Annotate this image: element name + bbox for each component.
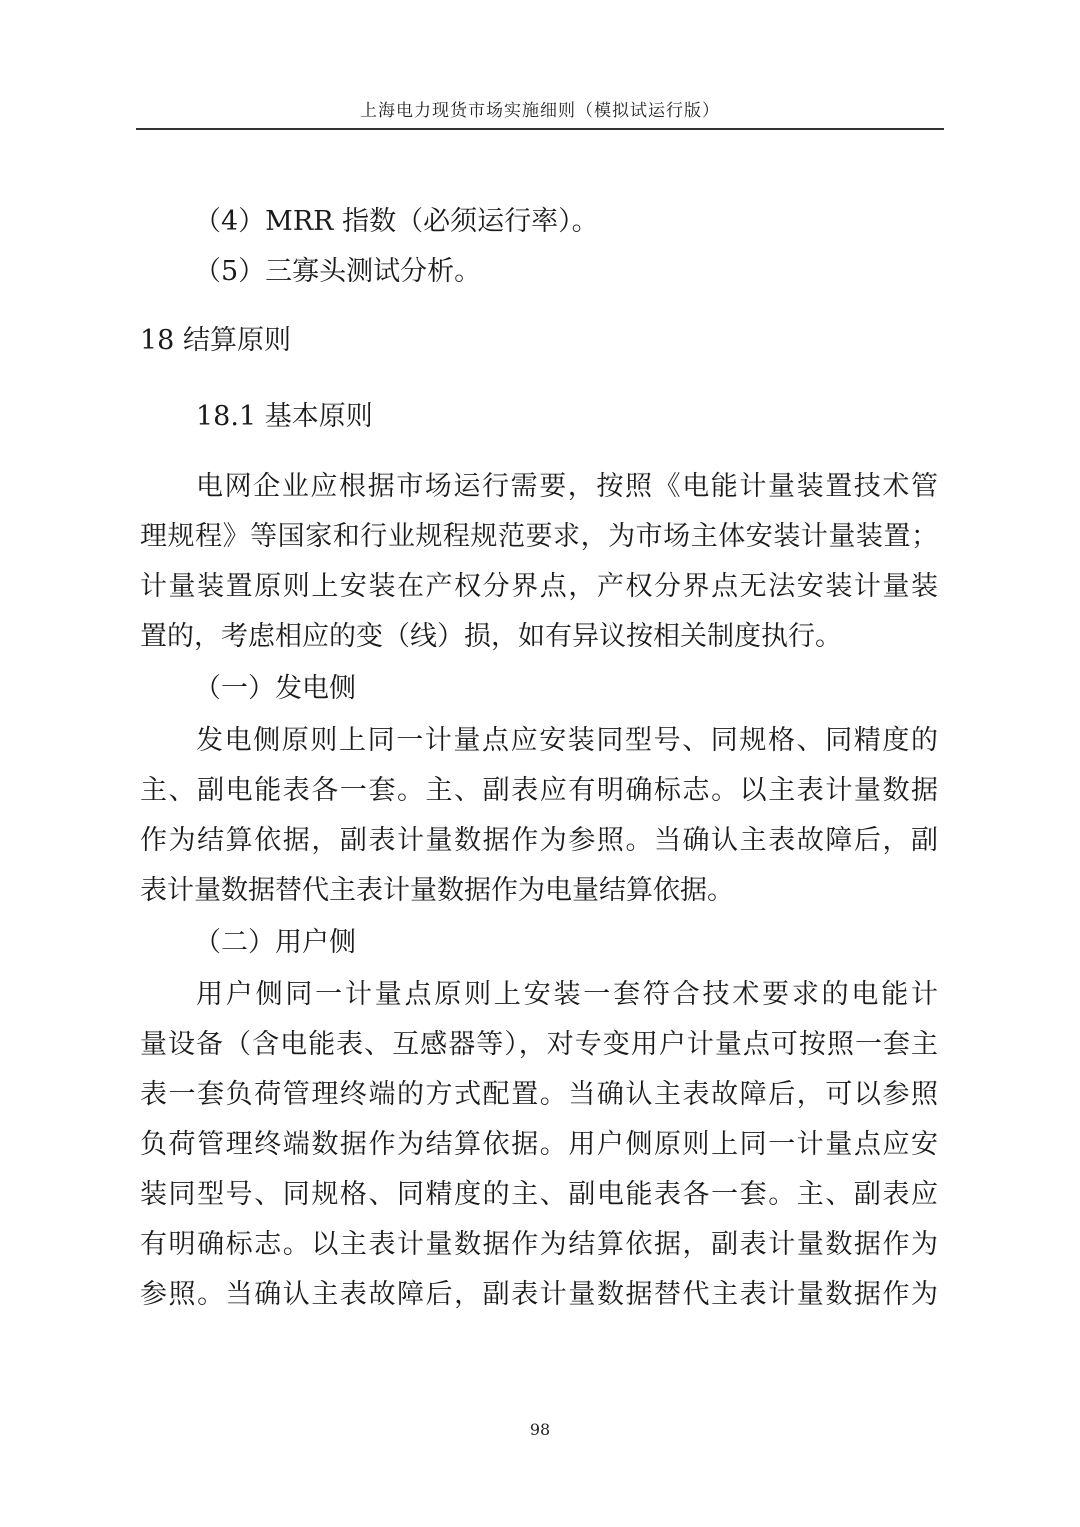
section-heading: 18 结算原则 — [140, 325, 291, 356]
list-item-5: （5）三寡头测试分析。 — [194, 256, 482, 287]
paragraph-line: 表计量数据替代主表计量数据作为电量结算依据。 — [140, 875, 734, 906]
paragraph-line: 作为结算依据，副表计量数据作为参照。当确认主表故障后，副 — [140, 825, 938, 856]
paragraph-line: 用户侧同一计量点原则上安装一套符合技术要求的电能计 — [196, 979, 938, 1010]
paragraph-line: 有明确标志。以主表计量数据作为结算依据，副表计量数据作为 — [140, 1229, 938, 1260]
subsection-title-user: （二）用户侧 — [194, 927, 356, 958]
running-header: 上海电力现货市场实施细则（模拟试运行版） — [360, 101, 720, 121]
paragraph-line: 装同型号、同规格、同精度的主、副电能表各一套。主、副表应 — [140, 1179, 938, 1210]
list-item-4: （4）MRR 指数（必须运行率）。 — [194, 206, 599, 237]
header-rule — [136, 128, 944, 130]
subsection-title-generation: （一）发电侧 — [194, 673, 356, 704]
paragraph-line: 发电侧原则上同一计量点应安装同型号、同规格、同精度的 — [196, 725, 938, 756]
paragraph-line: 参照。当确认主表故障后，副表计量数据替代主表计量数据作为 — [140, 1279, 938, 1310]
paragraph-line: 计量装置原则上安装在产权分界点，产权分界点无法安装计量装 — [140, 571, 938, 602]
page-number: 98 — [529, 1420, 551, 1439]
paragraph-line: 理规程》等国家和行业规程规范要求，为市场主体安装计量装置； — [140, 521, 938, 552]
paragraph-line: 负荷管理终端数据作为结算依据。用户侧原则上同一计量点应安 — [140, 1129, 938, 1160]
paragraph-line: 主、副电能表各一套。主、副表应有明确标志。以主表计量数据 — [140, 775, 938, 806]
paragraph-line: 量设备（含电能表、互感器等），对专变用户计量点可按照一套主 — [140, 1029, 938, 1060]
subsection-heading: 18.1 基本原则 — [196, 401, 373, 432]
paragraph-line: 置的，考虑相应的变（线）损，如有异议按相关制度执行。 — [140, 621, 842, 652]
paragraph-line: 电网企业应根据市场运行需要，按照《电能计量装置技术管 — [196, 471, 938, 502]
paragraph-line: 表一套负荷管理终端的方式配置。当确认主表故障后，可以参照 — [140, 1079, 938, 1110]
